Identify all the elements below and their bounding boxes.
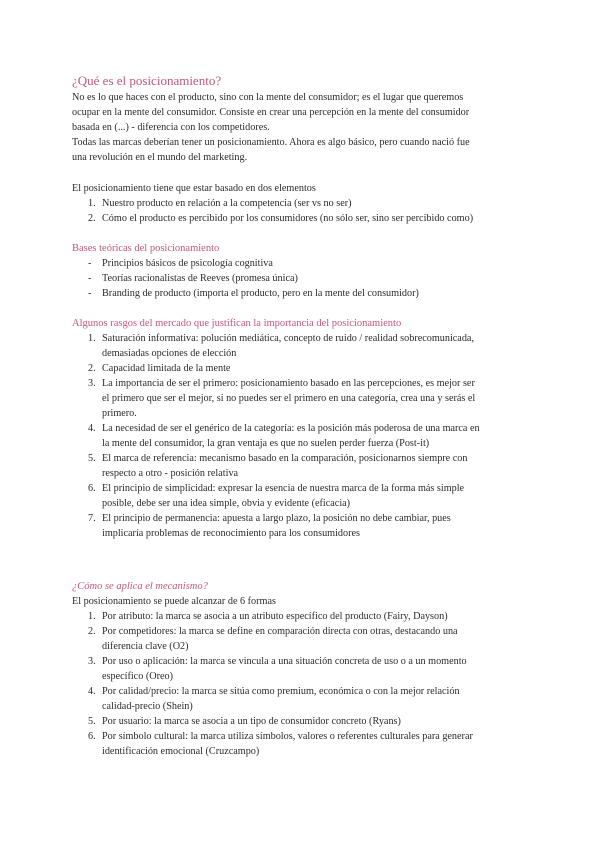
list-two-elements xyxy=(72,196,532,226)
list-item-line: Capacidad limitada de la mente xyxy=(102,363,231,374)
list-item xyxy=(72,361,532,376)
list-item xyxy=(72,481,532,511)
list-item-line: específico (Oreo) xyxy=(102,671,173,682)
list-item-line: Teorías racionalistas de Reeves (promesa única) xyxy=(102,273,298,284)
list-marker: 3. xyxy=(88,378,96,389)
list-marker: 1. xyxy=(88,333,96,344)
section-title-market-traits: Algunos rasgos del mercado que justifican la importancia del posicionamiento xyxy=(72,318,402,329)
section-title-theoretical-bases: Bases teóricas del posicionamiento xyxy=(72,243,220,254)
list-marker: 4. xyxy=(88,686,96,697)
intro-line: El posicionamiento se puede alcanzar de 6 formas xyxy=(72,596,276,607)
list-item-line: Principios básicos de psicología cognitiva xyxy=(102,258,273,269)
paragraph-line: No es lo que haces con el producto, sino con la mente del consumidor; es el lugar que queremos xyxy=(72,92,464,103)
list-item xyxy=(72,421,532,451)
document-page xyxy=(72,72,532,759)
list-item-line: demasiadas opciones de elección xyxy=(102,348,237,359)
list-item xyxy=(72,714,532,729)
list-marker: 6. xyxy=(88,731,96,742)
list-item-line: El marca de referencia: mecanismo basado en la comparación, posicionarnos siempre con xyxy=(102,453,468,464)
list-marker: 4. xyxy=(88,423,96,434)
list-item-line: Por competidores: la marca se define en comparación directa con otras, destacando una xyxy=(102,626,458,637)
list-item xyxy=(72,271,532,286)
list-item-line: Saturación informativa: polución mediática, concepto de ruido / realidad sobrecomunicada, xyxy=(102,333,474,344)
list-item-line: identificación emocional (Cruzcampo) xyxy=(102,746,260,757)
list-item xyxy=(72,451,532,481)
list-marker: 2. xyxy=(88,213,96,224)
list-item xyxy=(72,211,532,226)
paragraph-line: Todas las marcas deberían tener un posicionamiento. Ahora es algo básico, pero cuando nació fue xyxy=(72,137,470,148)
list-marker: - xyxy=(88,288,92,299)
list-item-line: Branding de producto (importa el producto, pero en la mente del consumidor) xyxy=(102,288,419,299)
list-item-line: posible, debe ser una idea simple, obvia y evidente (eficacia) xyxy=(102,498,351,509)
list-item-line: Nuestro producto en relación a la competencia (ser vs no ser) xyxy=(102,198,352,209)
list-marker: 2. xyxy=(88,363,96,374)
list-marker: 3. xyxy=(88,656,96,667)
list-marker: 2. xyxy=(88,626,96,637)
list-marker: 1. xyxy=(88,611,96,622)
list-item-line: La necesidad de ser el genérico de la categoría: es la posición más poderosa de una marca en xyxy=(102,423,480,434)
list-item xyxy=(72,196,532,211)
list-item-line: Por uso o aplicación: la marca se vincula a una situación concreta de uso o a un momento xyxy=(102,656,467,667)
list-item-line: implicaría problemas de reconocimiento para los consumidores xyxy=(102,528,361,539)
paragraph-line: una revolución en el mundo del marketing. xyxy=(72,152,248,163)
list-marker: 6. xyxy=(88,483,96,494)
list-item xyxy=(72,654,532,684)
paragraph-line: basada en (...) - diferencia con los competidores. xyxy=(72,122,270,133)
list-item xyxy=(72,256,532,271)
list-marker: 5. xyxy=(88,453,96,464)
list-marker: - xyxy=(88,258,92,269)
section-title-how-mechanism-applies: ¿Cómo se aplica el mecanismo? xyxy=(72,581,208,592)
list-item-line: la mente del consumidor, la gran ventaja es que no suelen perder fuerza (Post-it) xyxy=(102,438,430,449)
list-item-line: Por símbolo cultural: la marca utiliza símbolos, valores o referentes culturales para generar xyxy=(102,731,473,742)
list-item xyxy=(72,684,532,714)
list-item xyxy=(72,609,532,624)
paragraph-line: ocupar en la mente del consumidor. Consiste en crear una percepción en la mente del consumidor xyxy=(72,107,470,118)
list-item xyxy=(72,511,532,541)
list-marker: 7. xyxy=(88,513,96,524)
list-marker: 1. xyxy=(88,198,96,209)
list-six-forms xyxy=(72,609,532,759)
list-item-line: Por atributo: la marca se asocia a un atributo específico del producto (Fairy, Dayson) xyxy=(102,611,448,622)
list-marker: 5. xyxy=(88,716,96,727)
list-item-line: El principio de permanencia: apuesta a largo plazo, la posición no debe cambiar, pues xyxy=(102,513,451,524)
list-item-line: diferencia clave (O2) xyxy=(102,641,189,652)
section-title-what-is-positioning: ¿Qué es el posicionamiento? xyxy=(72,73,222,88)
list-item-line: La importancia de ser el primero: posicionamiento basado en las percepciones, es mejor ser xyxy=(102,378,475,389)
list-item xyxy=(72,331,532,361)
list-item xyxy=(72,376,532,421)
list-item-line: el primero que ser el mejor, si no puedes ser el primero en una categoría, crea una y serás el xyxy=(102,393,476,404)
list-item-line: El principio de simplicidad: expresar la esencia de nuestra marca de la forma más simple xyxy=(102,483,465,494)
intro-line: El posicionamiento tiene que estar basado en dos elementos xyxy=(72,183,316,194)
list-theoretical-bases xyxy=(72,256,532,301)
list-item-line: Por usuario: la marca se asocia a un tipo de consumidor concreto (Ryans) xyxy=(102,716,401,727)
list-item-line: primero. xyxy=(102,408,137,419)
list-item-line: respecto a otro - posición relativa xyxy=(102,468,239,479)
list-marker: - xyxy=(88,273,92,284)
list-item-line: calidad-precio (Shein) xyxy=(102,701,193,712)
list-item xyxy=(72,624,532,654)
list-item xyxy=(72,286,532,301)
list-item xyxy=(72,729,532,759)
list-item-line: Cómo el producto es percibido por los consumidores (no sólo ser, sino ser percibido como) xyxy=(102,213,474,224)
list-market-traits xyxy=(72,331,532,541)
list-item-line: Por calidad/precio: la marca se sitúa como premium, económica o con la mejor relación xyxy=(102,686,460,697)
